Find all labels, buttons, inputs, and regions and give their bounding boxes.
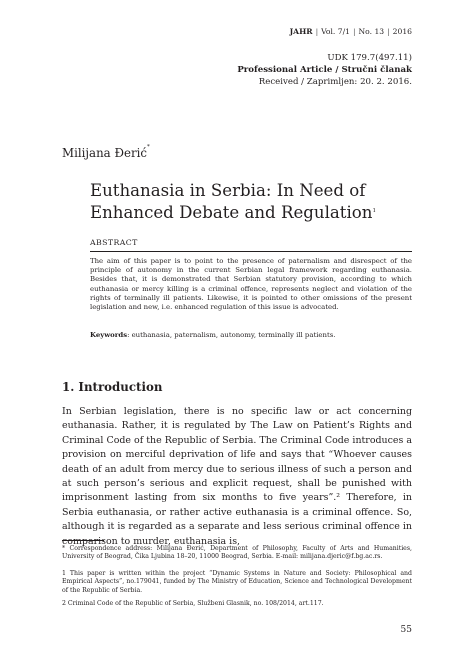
article-title xyxy=(90,180,420,224)
article-type: Professional Article / Stručni članak xyxy=(237,65,412,75)
footnote-2: 2 Criminal Code of the Republic of Serbia, Službeni Glasnik, no. 108/2014, art.117. xyxy=(62,600,324,607)
abstract-heading: ABSTRACT xyxy=(90,238,138,247)
title-line-2: Enhanced Debate and Regulation$^1$ xyxy=(90,203,376,222)
section-heading: 1. Introduction xyxy=(62,380,163,394)
received-date: Received / Zaprimljen: 20. 2. 2016. xyxy=(258,77,412,87)
keywords xyxy=(90,331,412,339)
keywords-list: : euthanasia, paternalism, autonomy, terminally ill patients. xyxy=(127,331,336,339)
running-header: JAHR | Vol. 7/1 | No. 13 | 2016 xyxy=(289,27,412,36)
body-paragraph: In Serbian legislation, there is no specific law or act concerning euthanasia. Rather, it is regulated by The Law on Patient’s Rights and Criminal Code of the Republic of Serbia. The Criminal Code introduces a provision on merciful deprivation of life and says that “Whoever causes death of an adult from mercy due to serious illness of such a person and at such person’s serious and explicit request, shall be punished with imprisonment lasting from six months to five years”.² Therefore, in Serbia euthanasia, or rather active euthanasia is a criminal offence. So, although it is regarded as a separate and less serious criminal offence in comparison to murder, euthanasia is, xyxy=(62,406,412,547)
abstract-divider xyxy=(90,251,412,252)
footnote-correspondence: * Correspondence address: Milijana Đerić, Department of Philosophy, Faculty of Arts and Humanities, University of Beograd, Čika Ljubina 18–20, 11000 Beograd, Serbia. E-mail: milijana.djeric@f.bg.ac.rs. xyxy=(62,545,412,561)
year: 2016 xyxy=(392,27,412,36)
footnote-1: 1 This paper is written within the project “Dynamic Systems in Nature and Society: Philosophical and Empirical Aspects”, no.179041, funded by The Ministry of Education, Science and Technological Development of the Republic of Serbia. xyxy=(62,570,412,594)
udk-code: UDK 179.7(497.11) xyxy=(327,53,412,63)
abstract-text: The aim of this paper is to point to the presence of paternalism and disrespect of the principle of autonomy in the current Serbian legal framework regarding euthanasia. Besides that, it is demonstrated that Serbian statutory provision, according to which euthanasia or mercy killing is a criminal offence, represents neglect and violation of the rights of terminally ill patients. Likewise, it is pointed to other omissions of the present legislation and new, i.e. enhanced regulation of this issue is advocated. xyxy=(90,257,412,312)
title-line-1: Euthanasia in Serbia: In Need of xyxy=(90,181,366,200)
journal-name: JAHR xyxy=(289,27,313,36)
title-footnote-mark: 1 xyxy=(372,208,376,214)
issue-number: No. 13 xyxy=(358,27,385,36)
author-footnote-mark: * xyxy=(147,144,150,150)
volume: Vol. 7/1 xyxy=(321,27,350,36)
footnote-divider xyxy=(62,540,104,541)
keywords-label: Keywords xyxy=(90,331,128,339)
author-name: Milijana Đerić* xyxy=(62,144,150,160)
page-number: 55 xyxy=(400,625,412,635)
